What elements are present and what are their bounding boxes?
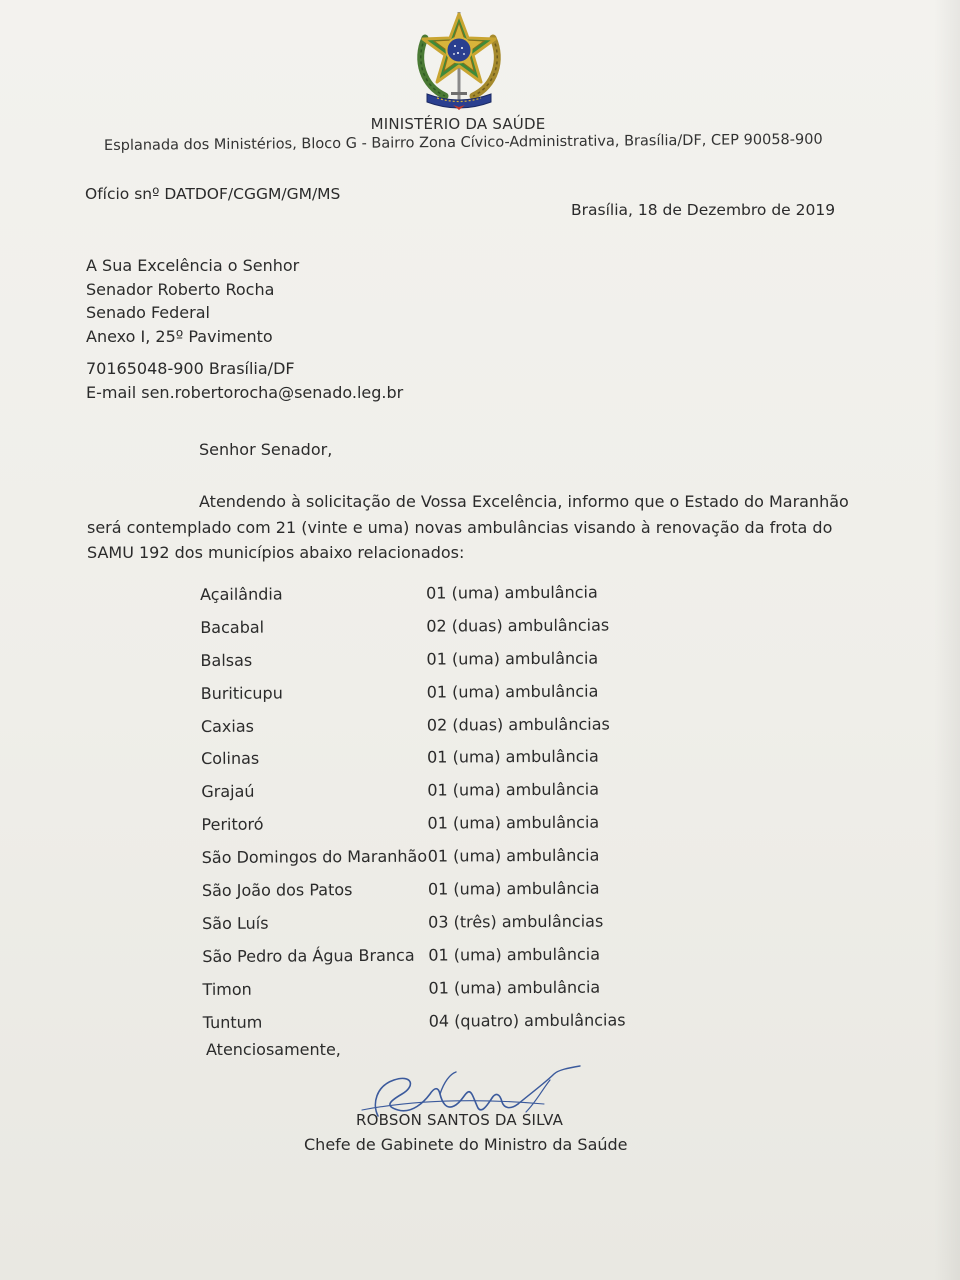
table-row: [201, 740, 624, 775]
recipient-name: Senador Roberto Rocha: [86, 279, 275, 299]
table-row: [202, 839, 625, 874]
table-row: [202, 937, 625, 972]
municipality-list: [200, 575, 626, 1038]
municipality-name: Açailândia: [200, 584, 283, 604]
ambulance-count: 01 (uma) ambulância: [428, 944, 601, 965]
body-line: SAMU 192 dos municípios abaixo relacionados:: [87, 543, 465, 562]
body-line: será contemplado com 21 (vinte e uma) novas ambulâncias visando à renovação da frota do: [87, 517, 833, 537]
ambulance-count: 01 (uma) ambulância: [426, 582, 598, 603]
table-row: [201, 707, 624, 742]
municipality-name: Bacabal: [200, 617, 265, 637]
ambulance-count: 02 (duas) ambulâncias: [426, 615, 610, 636]
municipality-name: São Pedro da Água Branca: [202, 945, 415, 966]
ambulance-count: 01 (uma) ambulância: [426, 648, 599, 669]
table-row: [200, 641, 623, 676]
ambulance-count: 01 (uma) ambulância: [427, 746, 599, 768]
ambulance-count: 04 (quatro) ambulâncias: [428, 1009, 626, 1031]
ambulance-count: 03 (três) ambulâncias: [428, 911, 604, 932]
coat-of-arms-icon: [411, 8, 507, 112]
table-row: [203, 1003, 626, 1038]
ambulance-count: 01 (uma) ambulância: [428, 977, 601, 998]
recipient-floor: Anexo I, 25º Pavimento: [86, 326, 273, 346]
ministry-name: MINISTÉRIO DA SAÚDE: [370, 115, 546, 133]
table-row: [201, 773, 624, 808]
table-row: [202, 904, 625, 939]
table-row: [200, 575, 623, 610]
ambulance-count: 01 (uma) ambulância: [427, 845, 600, 866]
signer-name: ROBSON SANTOS DA SILVA: [356, 1111, 564, 1129]
municipality-name: Grajaú: [201, 781, 255, 802]
closing: Atenciosamente,: [206, 1040, 341, 1059]
recipient-email: E-mail sen.robertorocha@senado.leg.br: [86, 382, 404, 402]
ambulance-count: 01 (uma) ambulância: [426, 681, 599, 702]
document-date: Brasília, 18 de Dezembro de 2019: [571, 201, 836, 219]
recipient-postal: 70165048-900 Brasília/DF: [86, 359, 295, 378]
municipality-name: Caxias: [200, 716, 254, 736]
recipient-institution: Senado Federal: [86, 303, 210, 322]
signer-title: Chefe de Gabinete do Ministro da Saúde: [304, 1135, 628, 1154]
document-reference: Ofício snº DATDOF/CGGM/GM/MS: [85, 185, 341, 203]
ministry-address: Esplanada dos Ministérios, Bloco G - Bairro Zona Cívico-Administrativa, Brasília/DF, CEP 90058-900: [103, 131, 823, 154]
body-paragraph: [87, 489, 849, 566]
municipality-name: Colinas: [201, 749, 260, 769]
ambulance-count: 02 (duas) ambulâncias: [426, 713, 610, 735]
recipient-block: [86, 254, 403, 404]
salutation: Senhor Senador,: [199, 440, 333, 459]
body-line: Atendendo à solicitação de Vossa Excelência, informo que o Estado do Maranhão: [199, 492, 849, 511]
municipality-name: São Luís: [202, 913, 269, 933]
table-row: [201, 806, 624, 841]
municipality-name: Balsas: [200, 650, 253, 670]
paper-edge-shadow: [934, 0, 960, 1280]
municipality-name: Buriticupu: [200, 683, 283, 703]
ambulance-count: 01 (uma) ambulância: [427, 779, 600, 800]
municipality-name: Tuntum: [202, 1012, 263, 1032]
municipality-name: Timon: [202, 979, 252, 999]
ambulance-count: 01 (uma) ambulância: [427, 812, 600, 833]
table-row: [201, 674, 624, 709]
municipality-name: São João dos Patos: [201, 880, 353, 900]
table-row: [200, 608, 623, 643]
table-row: [202, 871, 625, 906]
municipality-name: São Domingos do Maranhão: [201, 846, 428, 868]
table-row: [202, 970, 625, 1005]
ambulance-count: 01 (uma) ambulância: [427, 878, 600, 899]
municipality-name: Peritoró: [201, 814, 264, 835]
recipient-line: A Sua Excelência o Senhor: [86, 256, 300, 275]
